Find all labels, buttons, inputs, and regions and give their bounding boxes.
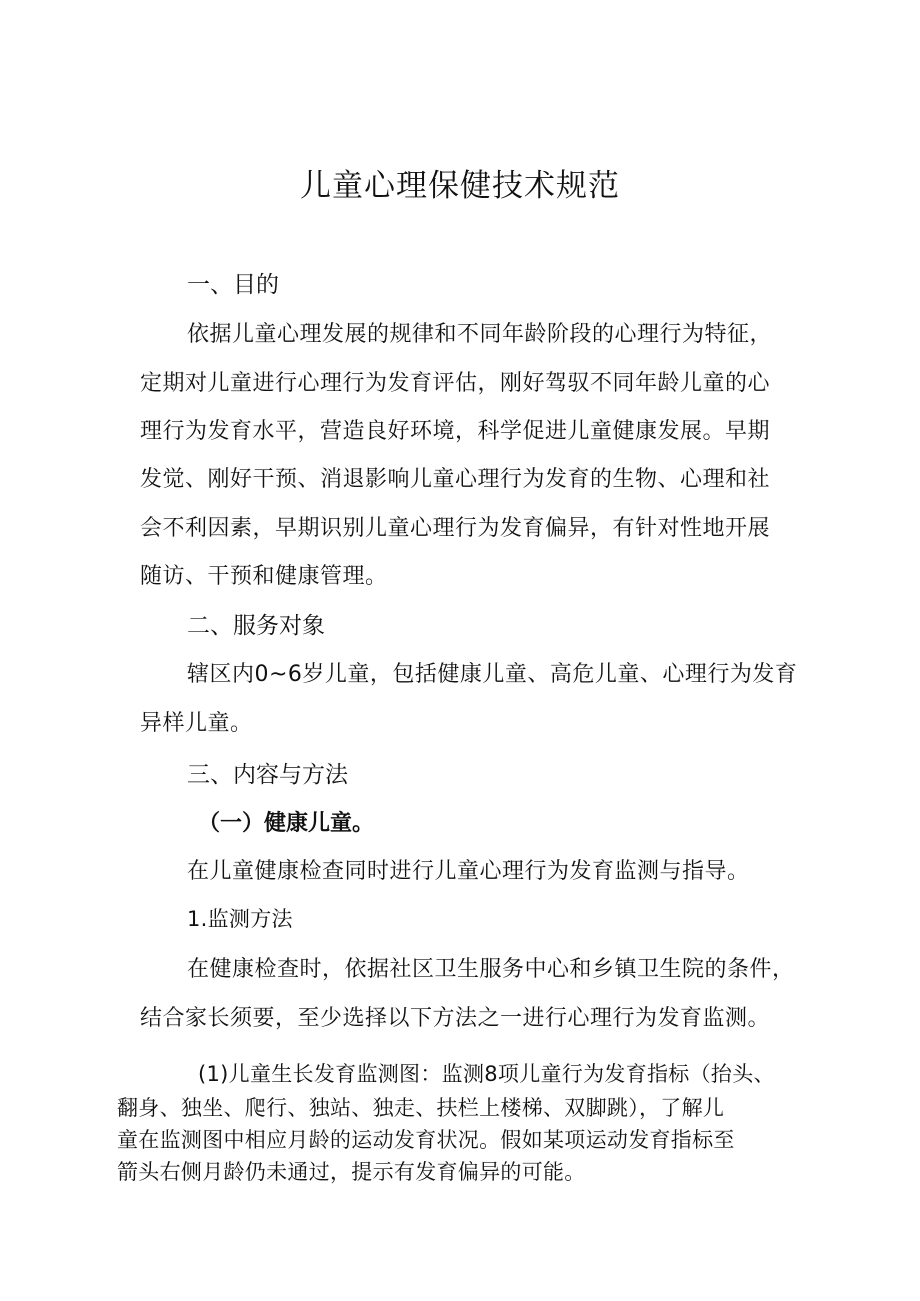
paragraph-line: 翻身、独坐、爬行、独站、独走、扶栏上楼梯、双脚跳），了解儿 (117, 1096, 725, 1120)
paragraph-line: 在健康检查时，依据社区卫生服务中心和乡镇卫生院的条件， (187, 957, 795, 982)
paragraph-line: 依据儿童心理发展的规律和不同年龄阶段的心理行为特征， (187, 322, 773, 347)
section-heading-service-targets: 二、服务对象 (187, 613, 325, 639)
document-title: 儿童心理保健技术规范 (300, 168, 620, 204)
paragraph-line: 会不利因素，早期识别儿童心理行为发育偏异，有针对性地开展 (140, 516, 771, 541)
paragraph-line: 异样儿童。 (140, 711, 253, 736)
subsection-heading-healthy-children: （一）健康儿童。 (198, 811, 375, 836)
section-heading-purpose: 一、目的 (187, 272, 279, 298)
paragraph-line: 定期对儿童进行心理行为发育评估，刚好驾驭不同年龄儿童的心 (140, 371, 771, 396)
paragraph-line: 箭头右侧月龄仍未通过，提示有发育偏异的可能。 (117, 1160, 586, 1184)
paragraph-line: 发觉、刚好干预、消退影响儿童心理行为发育的生物、心理和社 (140, 467, 771, 492)
paragraph-line: 结合家长须要，至少选择以下方法之一进行心理行为发育监测。 (140, 1006, 771, 1031)
paragraph-line: 辖区内0~6岁儿童，包括健康儿童、高危儿童、心理行为发育 (187, 662, 798, 687)
item-heading-monitoring-method: 1.监测方法 (187, 907, 293, 931)
section-heading-content-methods: 三、内容与方法 (187, 762, 348, 788)
paragraph-line: 童在监测图中相应月龄的运动发育状况。假如某项运动发育指标至 (117, 1128, 735, 1152)
paragraph-line: 在儿童健康检查同时进行儿童心理行为发育监测与指导。 (187, 859, 750, 884)
paragraph-line: (1)儿童生长发育监测图：监测8项儿童行为发育指标（抬头、 (198, 1062, 775, 1086)
paragraph-line: 随访、干预和健康管理。 (140, 564, 388, 589)
paragraph-line: 理行为发育水平，营造良好环境，科学促进儿童健康发展。早期 (140, 419, 771, 444)
